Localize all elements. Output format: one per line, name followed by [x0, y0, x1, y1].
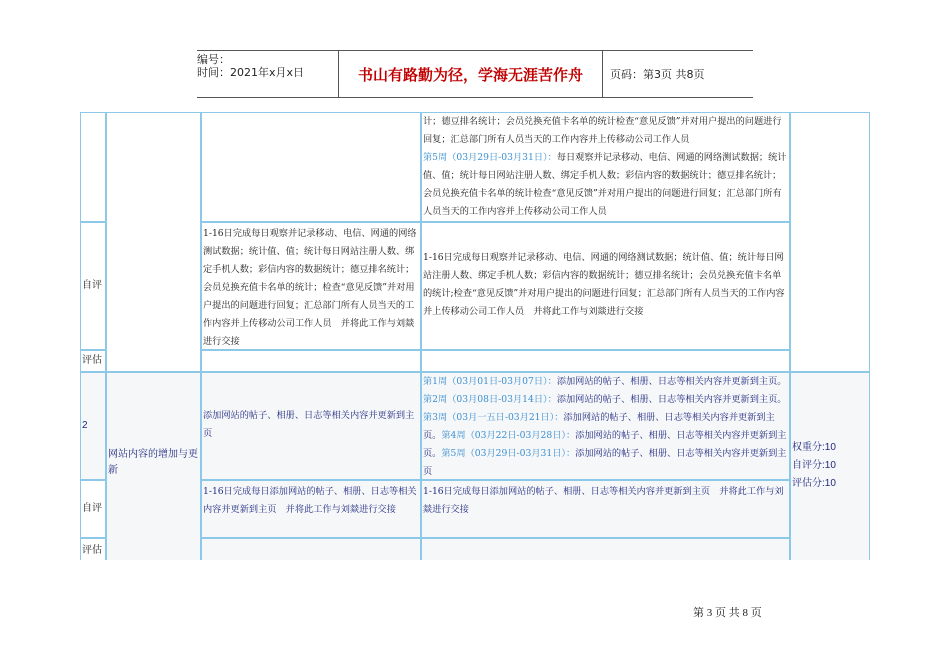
plan-week-head: 第5周（03月29日-03月31日）： [441, 448, 576, 459]
plan-week-head: 第3周（03月一五日-03月21日）： [423, 412, 564, 423]
page-header [197, 50, 753, 98]
assess-1-left [201, 350, 421, 372]
item2-name: 网站内容的增加与更新 [106, 372, 201, 560]
item1-name-cell [106, 112, 201, 372]
self-eval-2-left: 1-16日完成每日添加网站的帖子、相册、日志等相关内容并更新到主页 并将此工作与刘燚进行交接 [201, 480, 421, 538]
assess-1-right [421, 350, 790, 372]
item2-plan-cell [421, 372, 790, 480]
self-eval-1-right: 1-16日完成每日观察并记录移动、电信、网通的网络测试数据；统计值、值；统计每日网站注册人数、绑定手机人数；彩信内容的数据统计；德豆排名统计；会员兑换充值卡名单的统计;检查“意见反馈”并对用户提出的问题进行回复；汇总部门所有人员当天的工作内容并上传移动公司工作人员 并将此工作与刘燚进行交接 [421, 222, 790, 350]
header-number: 编号： [197, 53, 230, 66]
header-meta [197, 51, 337, 99]
header-motto: 书山有路勤为径，学海无涯苦作舟 [338, 51, 603, 97]
item2-scores [790, 372, 870, 560]
plan-week4-tail: 计；德豆排名统计；会员兑换充值卡名单的统计检查“意见反馈”并对用户提出的问题进行回复；汇总部门所有人员当天的工作内容并上传移动公司工作人员 [423, 116, 782, 145]
plan-week-head: 第4周（03月22日-03月28日）： [441, 430, 576, 441]
self-score: 自评分:10 [792, 460, 836, 471]
item1-score-cell [790, 112, 870, 372]
plan-week-head: 第1周（03月01日-03月07日）： [423, 376, 557, 387]
plan-week-text: 添加网站的帖子、相册、日志等相关内容并更新到主页。 [556, 376, 787, 387]
header-time: 时间：2021年x月x日 [197, 66, 305, 79]
self-eval-label-1: 自评 [80, 222, 106, 350]
self-eval-1-left: 1-16日完成每日观察并记录移动、电信、网通的网络测试数据；统计值、值；统计每日网站注册人数、绑定手机人数；彩信内容的数据统计；德豆排名统计；会员兑换充值卡名单的统计；检查“意见反馈”并对用户提出的问题进行回复；汇总部门所有人员当天的工作内容并上传移动公司工作人员 并将此工作与刘燚进行交接 [201, 222, 421, 350]
header-page: 页码：第3页 共8页 [610, 68, 705, 81]
plan-week5-body: 每日观察并记录移动、电信、网通的网络测试数据；统计值、值；统计每日网站注册人数、绑定手机人数；彩信内容的数据统计；德豆排名统计；会员兑换充值卡名单的统计检查“意见反馈”并对用户提出的问题进行回复；汇总部门所有人员当天的工作内容并上传移动公司工作人员 [423, 152, 787, 217]
item2-task: 添加网站的帖子、相册、日志等相关内容并更新到主页 [201, 372, 421, 480]
self-eval-2-right: 1-16日完成每日添加网站的帖子、相册、日志等相关内容并更新到主页 并将此工作与刘燚进行交接 [421, 480, 790, 538]
self-eval-label-2: 自评 [80, 480, 106, 538]
page-footer: 第 3 页 共 8 页 [693, 607, 762, 619]
plan-week-text: 添加网站的帖子、相册、日志等相关内容并更新到主页。 [423, 430, 787, 459]
assess-label-1: 评估 [80, 350, 106, 372]
plan-week5-head: 第5周（03月29日-03月31日）： [423, 152, 557, 163]
item1-task-cell [201, 112, 421, 222]
index-cell-top [80, 112, 106, 222]
item2-number: 2 [80, 372, 106, 480]
work-plan-table [80, 112, 870, 560]
plan-week-text: 添加网站的帖子、相册、日志等相关内容并更新到主页。 [423, 412, 775, 441]
assess-label-2: 评估 [80, 538, 106, 560]
plan-week-text: 添加网站的帖子、相册、日志等相关内容并更新到主页 [423, 448, 787, 477]
assess-score: 评估分:10 [792, 478, 836, 489]
assess-2-right [421, 538, 790, 560]
item1-plan-cell [421, 112, 790, 222]
assess-2-left [201, 538, 421, 560]
plan-week-text: 添加网站的帖子、相册、日志等相关内容并更新到主页。 [556, 394, 787, 405]
weight-score: 权重分:10 [792, 442, 836, 453]
plan-week-head: 第2周（03月08日-03月14日）： [423, 394, 557, 405]
